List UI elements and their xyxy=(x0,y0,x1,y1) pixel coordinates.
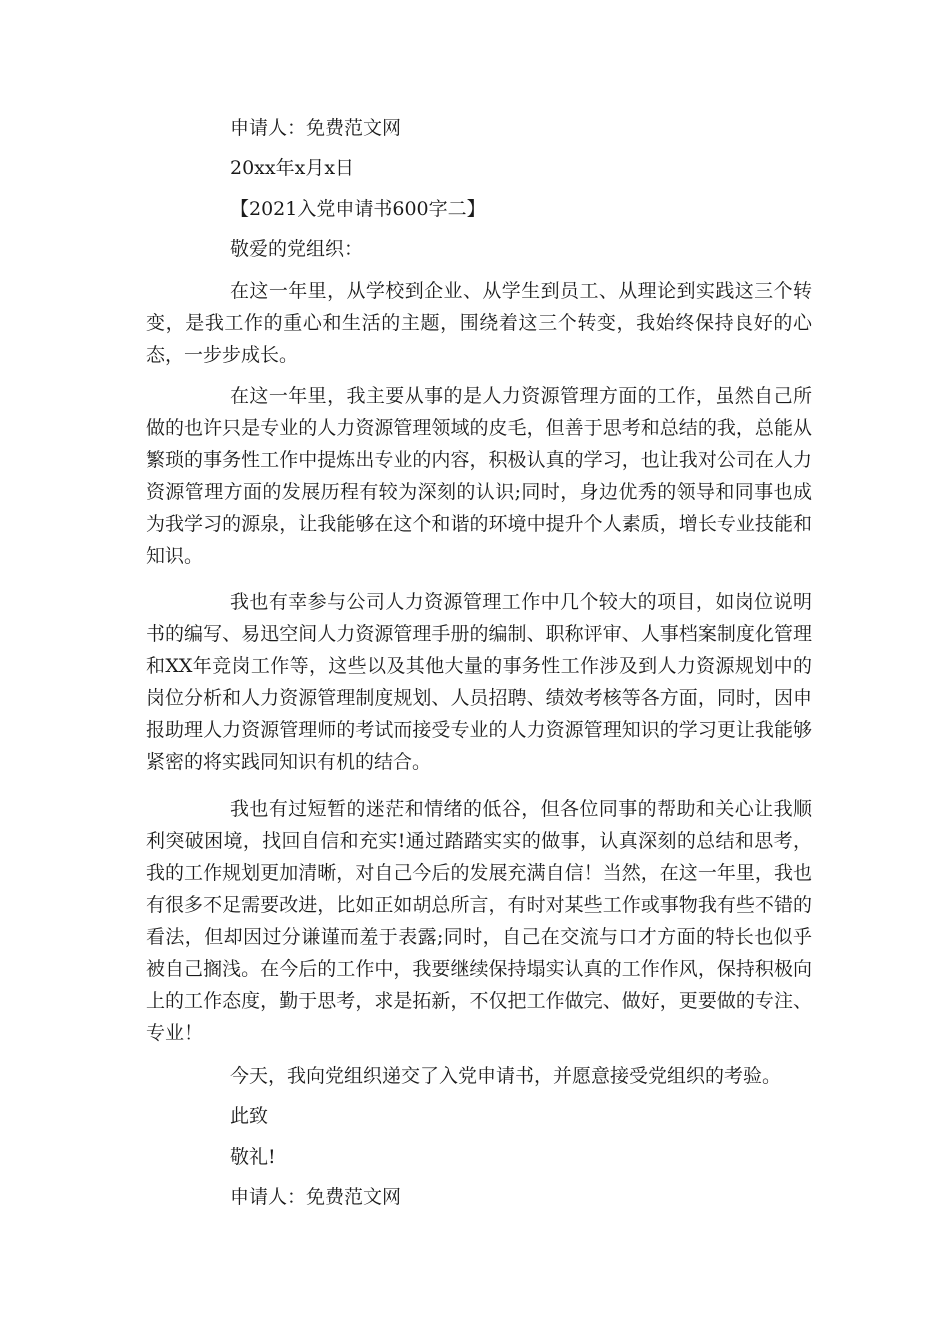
body-paragraph-2: 在这一年里，我主要从事的是人力资源管理方面的工作，虽然自己所做的也许只是专业的人力资源管理领域的皮毛，但善于思考和总结的我，总能从繁琐的事务性工作中提炼出专业的内容，积极认真的学习，也让我对公司在人力资源管理方面的发展历程有较为深刻的认识;同时，身边优秀的领导和同事也成为我学习的源泉，让我能够在这个和谐的环境中提升个人素质，增长专业技能和知识。 xyxy=(146,385,812,567)
date-line: 20xx年x月x日 xyxy=(230,157,355,179)
signature-line-top: 申请人：免费范文网 xyxy=(230,117,402,139)
body-paragraph-4: 我也有过短暂的迷茫和情绪的低谷，但各位同事的帮助和关心让我顺利突破困境，找回自信和充实!通过踏踏实实的做事，认真深刻的总结和思考，我的工作规划更加清晰，对自己今后的发展充满自信！当然，在这一年里，我也有很多不足需要改进，比如正如胡总所言，有时对某些工作或事物我有些不错的看法，但却因过分谦谨而羞于表露;同时，自己在交流与口才方面的特长也似乎被自己搁浅。在今后的工作中，我要继续保持塌实认真的工作作风，保持积极向上的工作态度，勤于思考，求是拓新，不仅把工作做完、做好，更要做的专注、专业！ xyxy=(146,798,812,1044)
section-title: 【2021入党申请书600字二】 xyxy=(230,198,486,220)
salutation: 敬爱的党组织： xyxy=(230,238,364,260)
body-paragraph-1: 在这一年里，从学校到企业、从学生到员工、从理论到实践这三个转变，是我工作的重心和生活的主题，围绕着这三个转变，我始终保持良好的心态，一步步成长。 xyxy=(146,280,812,366)
closing-jingli: 敬礼! xyxy=(230,1146,276,1168)
closing-statement: 今天，我向党组织递交了入党申请书，并愿意接受党组织的考验。 xyxy=(230,1065,782,1087)
closing-cizhi: 此致 xyxy=(230,1105,269,1127)
body-paragraph-3: 我也有幸参与公司人力资源管理工作中几个较大的项目，如岗位说明书的编写、易迅空间人力资源管理手册的编制、职称评审、人事档案制度化管理和XX年竞岗工作等，这些以及其他大量的事务性工作涉及到人力资源规划中的岗位分析和人力资源管理制度规划、人员招聘、绩效考核等各方面，同时，因申报助理人力资源管理师的考试而接受专业的人力资源管理知识的学习更让我能够紧密的将实践同知识有机的结合。 xyxy=(146,591,812,773)
signature-line-bottom: 申请人：免费范文网 xyxy=(230,1186,402,1208)
